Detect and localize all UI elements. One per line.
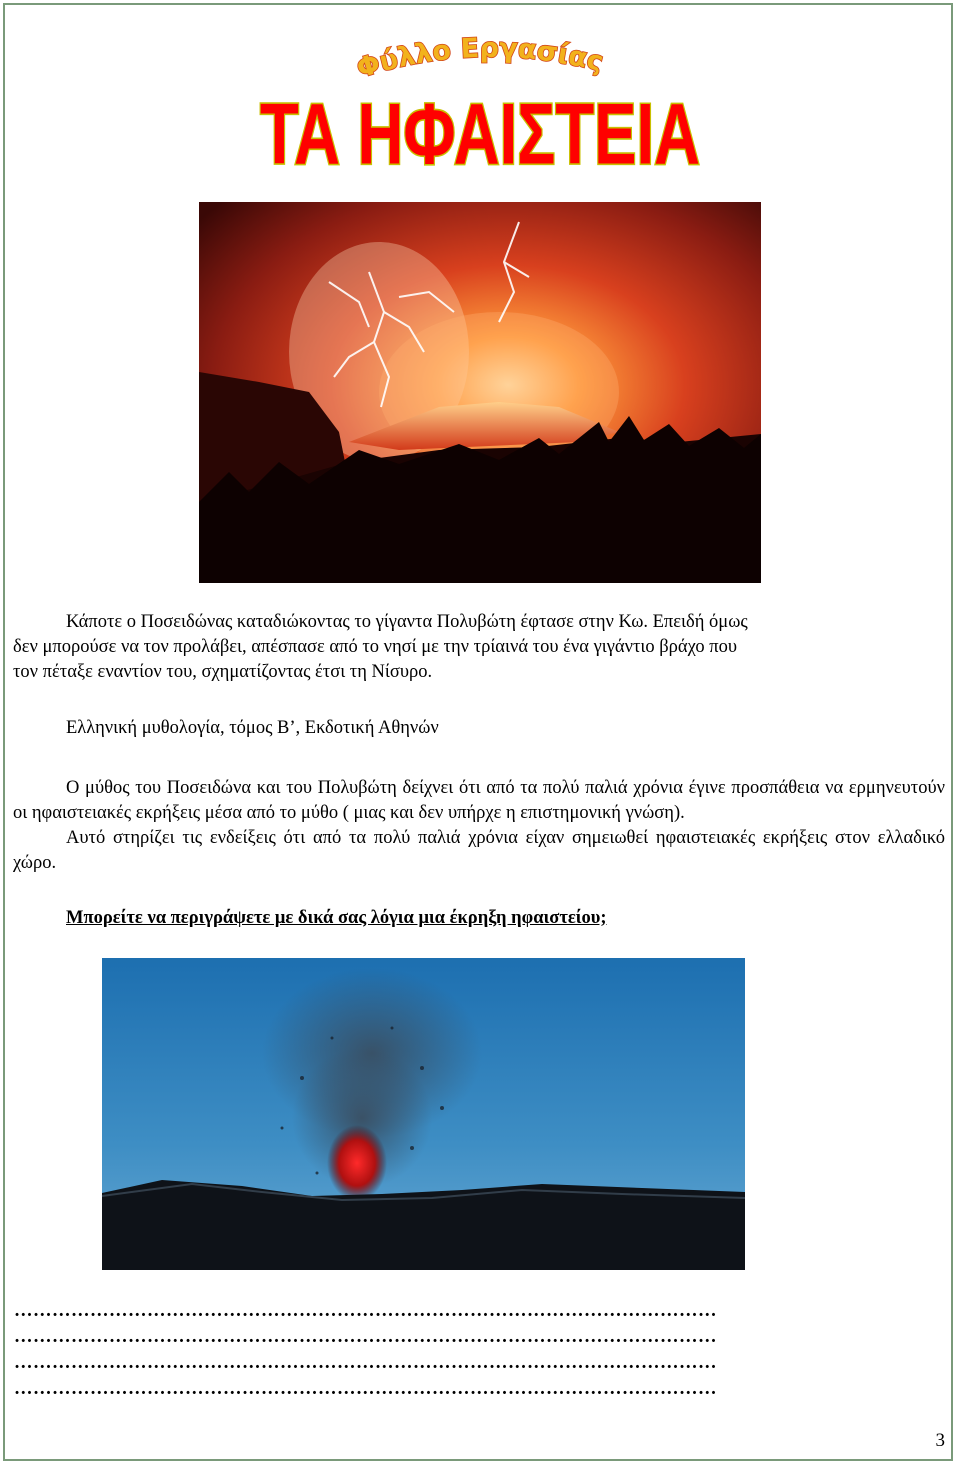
page-number: 3 [935,1430,945,1451]
explanation-text [13,776,945,876]
myth-paragraph [13,610,945,685]
myth-line: Κάποτε ο Ποσειδώνας καταδιώκοντας το γίγαντα Πολυβώτη έφτασε στην Κω. Επειδή όμως [66,612,748,632]
answer-line[interactable]: ………………………………………………………………………………………………… [14,1353,717,1373]
explanation-paragraph: Ο μύθος του Ποσειδώνα και του Πολυβώτη δείχνει ότι από τα πολύ παλιά χρόνια έγινε προσπάθεια να ερμηνευτούν οι ηφαιστειακές εκρήξεις μέσα από το μύθο ( μιας και δεν υπήρχε η επιστημονική γνώση). [13,778,945,823]
myth-line: τον πέταξε εναντίον του, σχηματίζοντας έτσι τη Νίσυρο. [13,662,433,682]
myth-line: δεν μπορούσε να τον προλάβει, απέσπασε από το νησί με την τρίαινά του ένα γιγάντιο βράχο που [13,637,738,657]
title-text: ΤΑ ΗΦΑΙΣΤΕΙΑ [260,85,700,183]
answer-line[interactable]: ………………………………………………………………………………………………… [14,1301,717,1321]
answer-line[interactable]: ………………………………………………………………………………………………… [14,1379,717,1399]
worksheet-title [250,85,710,183]
question-prompt: Μπορείτε να περιγράψετε με δικά σας λόγια μια έκρηξη ηφαιστείου; [66,908,607,928]
explanation-paragraph: Αυτό στηρίζει τις ενδείξεις ότι από τα πολύ παλιά χρόνια είχαν σημειωθεί ηφαιστειακές εκρήξεις στον ελλαδικό χώρο. [13,828,945,873]
volcano-lightning-photo [199,202,761,583]
svg-text:Φύλλο Εργασίας [353,33,606,85]
answer-line[interactable]: ………………………………………………………………………………………………… [14,1327,717,1347]
myth-source: Ελληνική μυθολογία, τόμος Β’, Εκδοτική Αθηνών [66,718,439,738]
worksheet-subtitle [352,30,622,90]
volcano-eruption-photo [102,958,745,1270]
subtitle-text: Φύλλο Εργασίας [353,32,607,85]
